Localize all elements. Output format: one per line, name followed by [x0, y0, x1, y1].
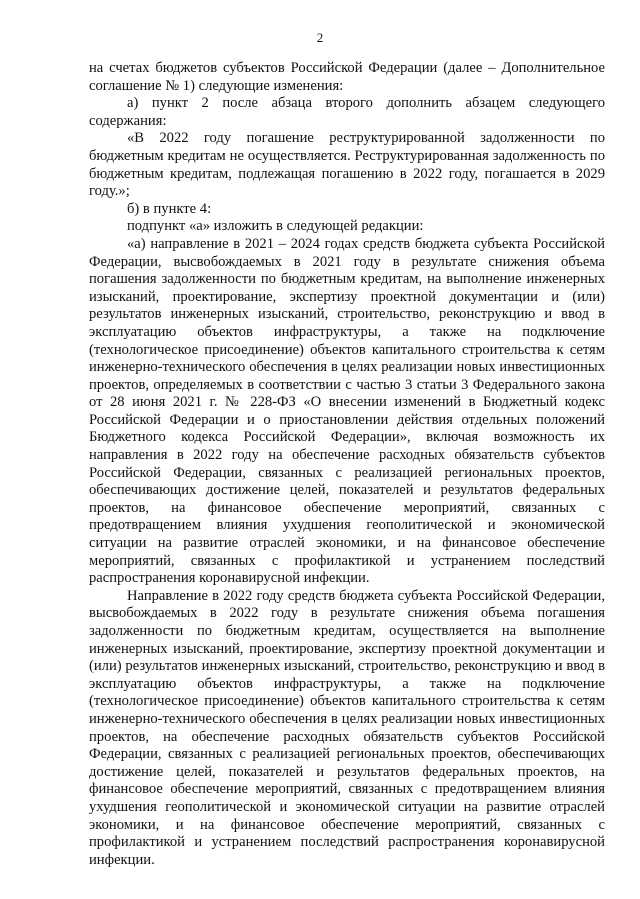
- paragraph-continuation: на счетах бюджетов субъектов Российской Федерации (далее – Дополнительное соглашение № 1) следующие изменения:: [89, 60, 605, 94]
- paragraph-quoted-insertion: «В 2022 году погашение реструктурированной задолженности по бюджетным кредитам не осуществляется. Реструктурированная задолженность по бюджетным кредитам, подлежащая погашению в 2022 году, погашается в 2029 году.»;: [89, 130, 605, 200]
- paragraph-direction-2022: Направление в 2022 году средств бюджета субъекта Российской Федерации, высвобождаемых в 2022 году в результате снижения объема погашения задолженности по бюджетным кредитам, осуществляется на выполнение инженерных изысканий, проектирование, экспертизу проектной документации и (или) результатов инженерных изысканий, строительство, реконструкцию и ввод в эксплуатацию объектов инфраструктуры, а также на подключение (технологическое присоединение) объектов капитального строительства к сетям инженерно-технического обеспечения в целях реализации новых инвестиционных проектов, на обеспечение расходных обязательств субъектов Российской Федерации, связанных с реализацией региональных проектов, обеспечивающих достижение целей, показателей и результатов федеральных проектов, на финансовое обеспечение мероприятий, связанных с предотвращением влияния ухудшения геополитической и экономической ситуации на развитие отраслей экономики, и на финансовое обеспечение мероприятий, связанных с профилактикой и устранением последствий распространения коронавирусной инфекции.: [89, 587, 605, 868]
- paragraph-new-wording: «а) направление в 2021 – 2024 годах средств бюджета субъекта Российской Федерации, высвобождаемых в 2021 году в результате снижения объема погашения задолженности по бюджетным кредитам, на выполнение инженерных изысканий, проектирование, экспертизу проектной документации и (или) результатов инженерных изысканий, строительство, реконструкцию и ввод в эксплуатацию объектов инфраструктуры, а также на подключение (технологическое присоединение) объектов капитального строительства к сетям инженерно-технического обеспечения в целях реализации новых инвестиционных проектов, определяемых в соответствии с частью 3 статьи 3 Федерального закона от 28 июня 2021 г. № 228-ФЗ «О внесении изменений в Бюджетный кодекс Российской Федерации и о приостановлении действия отдельных положений Бюджетного кодекса Российской Федерации», включая возможность их направления в 2022 году на обеспечение расходных обязательств субъектов Российской Федерации, связанных с реализацией региональных проектов, обеспечивающих достижение целей, показателей и результатов федеральных проектов, на финансовое обеспечение мероприятий, связанных с предотвращением влияния ухудшения геополитической и экономической ситуации на развитие отраслей экономики, и на финансовое обеспечение мероприятий, связанных с профилактикой и устранением последствий распространения коронавирусной инфекции.: [89, 235, 605, 587]
- paragraph-amendment-a: а) пункт 2 после абзаца второго дополнить абзацем следующего содержания:: [89, 95, 605, 129]
- document-body: [89, 60, 605, 869]
- paragraph-subpoint-a: подпункт «а» изложить в следующей редакции:: [127, 218, 424, 235]
- paragraph-amendment-b: б) в пункте 4:: [127, 200, 212, 217]
- page-number: 2: [316, 30, 324, 45]
